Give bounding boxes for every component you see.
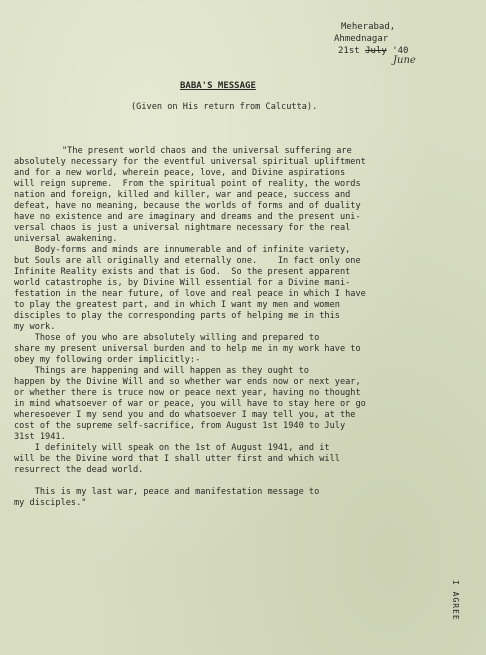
body-line: but Souls are all originally and eternally one. In fact only one	[14, 256, 361, 266]
body-line: wheresoever I my send you and do whatsoever I may tell you, at the	[14, 410, 356, 420]
body-line: Infinite Reality exists and that is God. So the present apparent	[14, 267, 351, 277]
body-line: Things are happening and will happen as they ought to	[14, 366, 309, 376]
body-line: versal chaos is just a universal nightmare necessary for the real	[14, 223, 351, 233]
body-line: my work.	[14, 322, 56, 332]
body-line: Body-forms and minds are innumerable and of infinite variety,	[14, 245, 351, 255]
body-line: obey my following order implicitly:-	[14, 355, 201, 365]
body-line	[14, 476, 366, 487]
body-line: disciples to play the corresponding parts of helping me in this	[14, 311, 340, 321]
body-line: to play the greatest part, and in which I want my men and women	[14, 300, 340, 310]
body-line: will be the Divine word that I shall utter first and which will	[14, 454, 340, 464]
body-line: world catastrophe is, by Divine Will essential for a Divine mani-	[14, 278, 351, 288]
body-line: my disciples."	[14, 498, 87, 508]
body-line: defeat, have no meaning, because the worlds of forms and of duality	[14, 201, 361, 211]
body-line: 31st 1941.	[14, 432, 66, 442]
body-line: have no existence and are imaginary and dreams and the present uni-	[14, 212, 361, 222]
body-line: festation in the near future, of love and real peace in which I have	[14, 289, 366, 299]
page-subtitle: (Given on His return from Calcutta).	[131, 102, 318, 112]
body-line: absolutely necessary for the eventful universal spiritual upliftment	[14, 157, 366, 167]
body-line: This is my last war, peace and manifestation message to	[14, 487, 320, 497]
body-line: universal awakening.	[14, 234, 118, 244]
body-line: or whether there is truce now or peace next year, having no thought	[14, 388, 361, 398]
page-title: BABA'S MESSAGE	[180, 81, 256, 91]
address-line-2: Ahmednagar	[334, 34, 389, 44]
body-line: Those of you who are absolutely willing and prepared to	[14, 333, 320, 343]
body-line: happen by the Divine Will and so whether war ends now or next year,	[14, 377, 361, 387]
body-line: cost of the supreme self-sacrifice, from August 1st 1940 to July	[14, 421, 346, 431]
date-month-struck: July	[365, 46, 387, 56]
date-day: 21st	[338, 46, 360, 56]
date-month-handwritten: June	[393, 55, 416, 66]
signature-note: I AGREE	[451, 580, 460, 621]
body-line: I definitely will speak on the 1st of August 1941, and it	[14, 443, 330, 453]
body-line: will reign supreme. From the spiritual point of reality, the words	[14, 179, 361, 189]
body-line: "The present world chaos and the universal suffering are	[62, 146, 352, 156]
body-line: and for a new world, wherein peace, love, and Divine aspirations	[14, 168, 346, 178]
body-line: nation and foreign, killed and killer, war and peace, success and	[14, 190, 351, 200]
body-line: share my present universal burden and to help me in my work have to	[14, 344, 361, 354]
body-line: in mind whatsoever of war or peace, you will have to stay here or go	[14, 399, 366, 409]
message-body	[14, 135, 366, 531]
address-line-1: Meherabad,	[341, 22, 396, 32]
date-year: '40	[392, 46, 409, 56]
body-line: resurrect the dead world.	[14, 465, 144, 475]
